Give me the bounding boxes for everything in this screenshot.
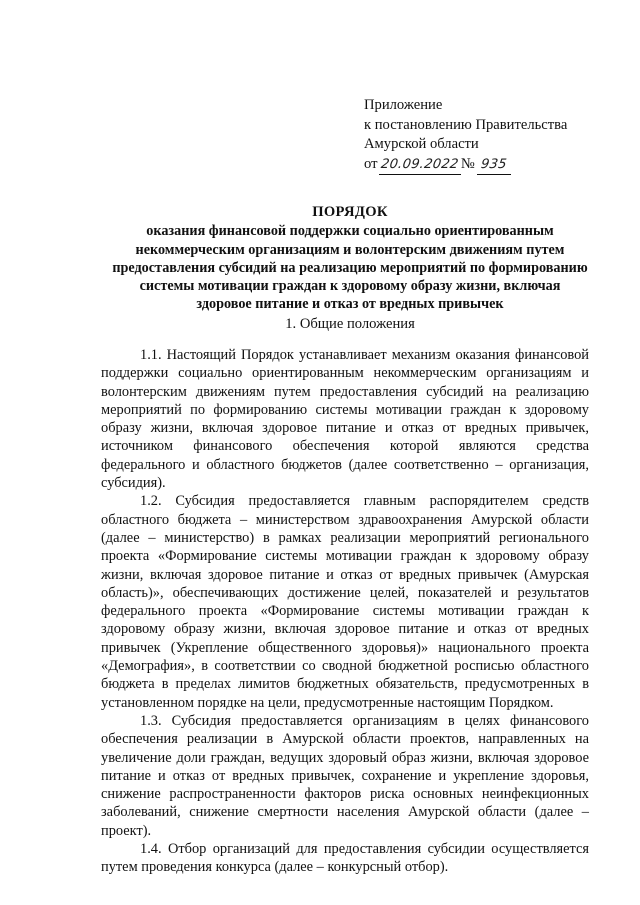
appendix-block (364, 96, 567, 175)
appendix-line-2: к постановлению Правительства (364, 116, 568, 133)
handwritten-number: 935 (477, 155, 511, 176)
paragraph-1-2: 1.2. Субсидия предоставляется главным распорядителем средств областного бюджета – министерством здравоохранения Амурской области (далее – министерство) в рамках реализации мероприятий регионального проекта «Формирование системы мотивации граждан к здоровому образу жизни, включая здоровое питание и отказ от вредных привычек (Амурская область)», обеспечивающих достижение целей, показателей и результатов федерального проекта «Формирование системы мотивации граждан к здоровому образу жизни, включая здоровое питание и отказ от вредных привычек (Укрепление общественного здоровья)» национального проекта «Демография», в соответствии со сводной бюджетной росписью областного бюджета в пределах лимитов бюджетных обязательств, предусмотренных в установленном порядке на цели, предусмотренные настоящим Порядком. (101, 493, 589, 711)
appendix-line-1: Приложение (364, 97, 443, 113)
number-prefix: № (460, 155, 475, 172)
paragraph-1-4: 1.4. Отбор организаций для предоставления субсидии осуществляется путем проведения конкурса (далее – конкурсный отбор). (101, 841, 589, 876)
paragraph-1-1: 1.1. Настоящий Порядок устанавливает механизм оказания финансовой поддержки социально ориентированным некоммерческим организациям и волонтерским движениям путем предоставления субсидий на реализацию мероприятий по формированию системы мотивации граждан к здоровому образу жизни, включая здоровое питание и отказ от вредных привычек, источником финансового обеспечения которой являются средства федерального и областного бюджетов (далее соответственно – организация, субсидия). (101, 347, 589, 492)
handwritten-date: 20.09.2022 (379, 155, 460, 176)
appendix-date-line (364, 155, 567, 176)
title-line: оказания финансовой поддержки социально ориентированным (146, 223, 554, 240)
title-heading: ПОРЯДОК (312, 204, 388, 220)
document-body (101, 346, 589, 877)
paragraph-1-3: 1.3. Субсидия предоставляется организациям в целях финансового обеспечения реализации в Амурской области проектов, направленных на увеличение доли граждан, ведущих здоровый образ жизни, включая здоровое питание и отказ от вредных привычек, сохранение и укрепление здоровья, снижение распространенности факторов риска основных неинфекционных заболеваний, снижение смертности населения Амурской области (далее – проект). (101, 712, 589, 839)
title-line: некоммерческим организациям и волонтерским движениям путем (135, 241, 565, 258)
section-title: 1. Общие положения (285, 316, 415, 332)
document-title (100, 203, 600, 314)
appendix-line-3: Амурской области (364, 136, 479, 152)
date-prefix: от (364, 155, 378, 172)
title-line: здоровое питание и отказ от вредных привычек (196, 296, 504, 313)
title-line: системы мотивации граждан к здоровому образу жизни, включая (139, 278, 561, 295)
title-line: предоставления субсидий на реализацию мероприятий по формированию (112, 259, 588, 276)
